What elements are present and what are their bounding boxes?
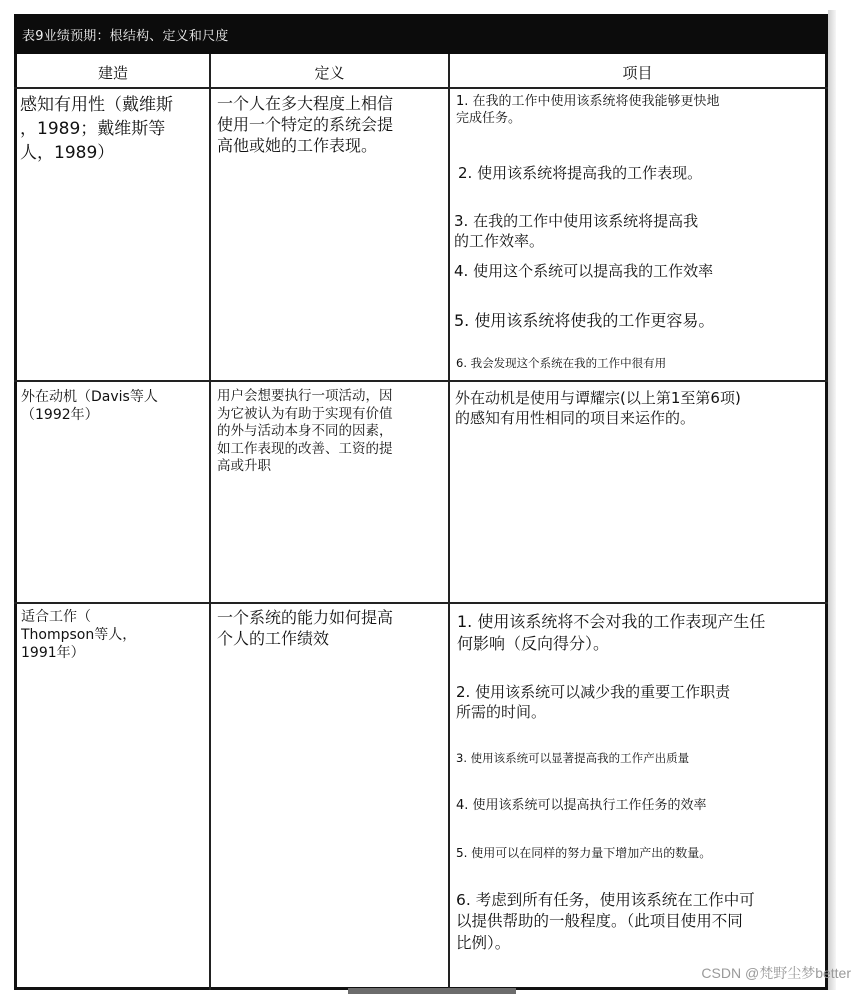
page-scroll-indicator bbox=[348, 988, 516, 994]
list-item: 4. 使用这个系统可以提高我的工作效率 bbox=[454, 262, 714, 280]
list-item: 3. 在我的工作中使用该系统将提高我 的工作效率。 bbox=[454, 212, 699, 251]
definition-extrinsic-motivation: 用户会想要执行一项活动，因 为它被认为有助于实现有价值 的外与活动本身不同的因素， 如工作表现的改善、工资的提 高或升职 bbox=[217, 388, 393, 475]
definition-job-fit: 一个系统的能力如何提高 个人的工作绩效 bbox=[217, 608, 394, 648]
header-definition: 定义 bbox=[314, 64, 345, 82]
list-item: 外在动机是使用与谭耀宗(以上第1至第6项) 的感知有用性相同的项目来运作的。 bbox=[455, 389, 741, 428]
column-divider bbox=[209, 54, 211, 990]
header-divider bbox=[14, 87, 828, 89]
header-items: 项目 bbox=[622, 64, 653, 82]
page-edge-shadow bbox=[828, 10, 836, 990]
list-item: 1. 在我的工作中使用该系统将使我能够更快地 完成任务。 bbox=[456, 94, 720, 126]
list-item: 5. 使用可以在同样的努力量下增加产出的数量。 bbox=[456, 846, 712, 860]
watermark: CSDN @梵野尘梦better bbox=[701, 965, 851, 981]
list-item: 6. 考虑到所有任务，使用该系统在工作中可 以提供帮助的一般程度。（此项目使用不同 比例）。 bbox=[456, 891, 755, 952]
construct-perceived-usefulness: 感知有用性（戴维斯 ，1989；戴维斯等 人，1989） bbox=[20, 95, 173, 163]
construct-job-fit: 适合工作（ Thompson等人， 1991年） bbox=[21, 609, 137, 662]
list-item: 1. 使用该系统将不会对我的工作表现产生任 何影响（反向得分）。 bbox=[457, 612, 766, 653]
row-divider bbox=[14, 602, 828, 604]
definition-perceived-usefulness: 一个人在多大程度上相信 使用一个特定的系统会提 高他或她的工作表现。 bbox=[217, 94, 394, 155]
list-item: 2. 使用该系统将提高我的工作表现。 bbox=[458, 164, 703, 182]
list-item: 6. 我会发现这个系统在我的工作中很有用 bbox=[456, 356, 667, 370]
list-item: 3. 使用该系统可以显著提高我的工作产出质量 bbox=[456, 751, 690, 765]
column-divider bbox=[448, 54, 450, 990]
row-divider bbox=[14, 380, 828, 382]
list-item: 2. 使用该系统可以减少我的重要工作职责 所需的时间。 bbox=[456, 683, 731, 722]
list-item: 4. 使用该系统可以提高执行工作任务的效率 bbox=[456, 798, 707, 813]
table-caption: 表9业绩预期：根结构、定义和尺度 bbox=[14, 14, 828, 54]
header-construct: 建造 bbox=[97, 64, 128, 82]
list-item: 5. 使用该系统将使我的工作更容易。 bbox=[454, 311, 715, 330]
construct-extrinsic-motivation: 外在动机（Davis等人 （1992年） bbox=[21, 389, 158, 424]
